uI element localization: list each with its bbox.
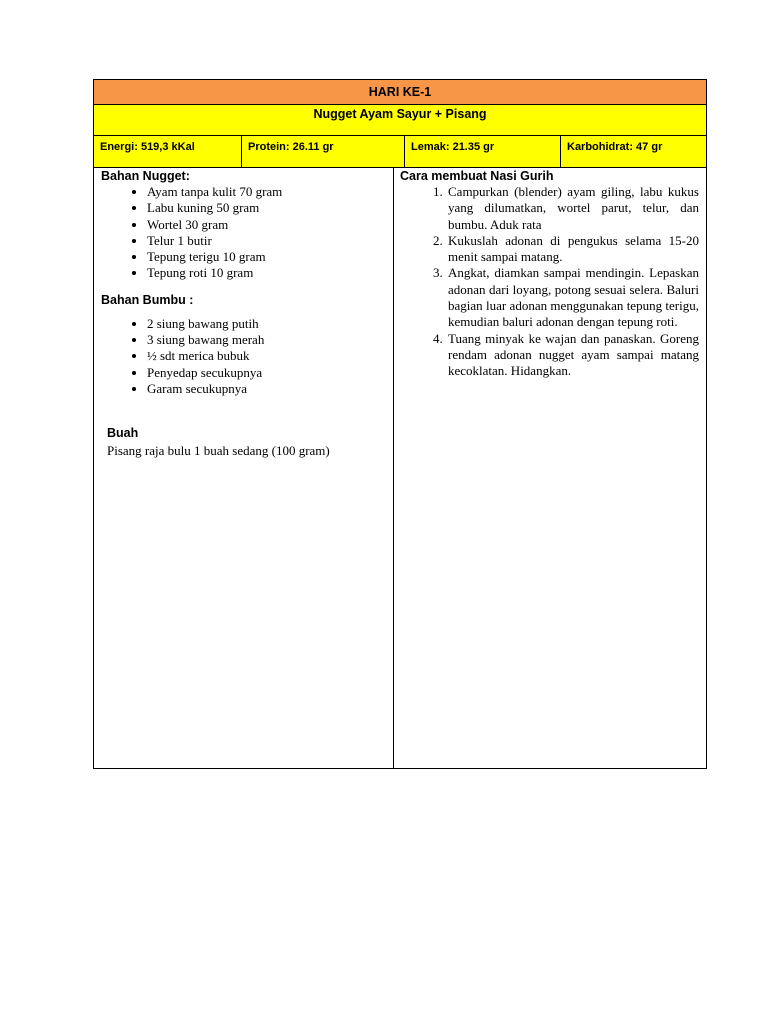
protein-cell: Protein: 26.11 gr [242, 136, 405, 167]
method-column [394, 168, 706, 768]
list-item: • Penyedap secukupnya [147, 365, 393, 381]
list-item: • Wortel 30 gram [147, 217, 393, 233]
energy-cell: Energi: 519,3 kKal [94, 136, 242, 167]
carbohydrate-cell: Karbohidrat: 47 gr [567, 141, 663, 153]
list-item: • Telur 1 butir [147, 233, 393, 249]
day-title: HARI KE-1 [94, 80, 706, 105]
method-steps-list [400, 184, 699, 380]
list-item: • Labu kuning 50 gram [147, 200, 393, 216]
spice-ingredients-list [101, 316, 393, 397]
recipe-table [93, 79, 707, 769]
fruit-text: Pisang raja bulu 1 buah sedang (100 gram) [107, 443, 330, 459]
list-item: • Tepung roti 10 gram [147, 265, 393, 281]
list-item: 1. Campurkan (blender) ayam giling, labu kukus yang dilumatkan, wortel parut, telur, dan bumbu. Aduk rata [446, 184, 699, 233]
list-item: • 2 siung bawang putih [147, 316, 393, 332]
ingredients-column [94, 168, 394, 768]
recipe-title: Nugget Ayam Sayur + Pisang [94, 105, 706, 136]
method-heading: Cara membuat Nasi Gurih [400, 169, 554, 183]
list-item: • ½ sdt merica bubuk [147, 348, 393, 364]
nutrition-row [94, 136, 706, 168]
list-item: • Tepung terigu 10 gram [147, 249, 393, 265]
list-item: 2. Kukuslah adonan di pengukus selama 15-20 menit sampai matang. [446, 233, 699, 266]
list-item: • Ayam tanpa kulit 70 gram [147, 184, 393, 200]
list-item: 3. Angkat, diamkan sampai mendingin. Lepaskan adonan dari loyang, potong sesuai selera. Baluri bagian luar adonan menggunakan tepung terigu, kemudian baluri adonan dengan tepung roti. [446, 265, 699, 330]
list-item: 4. Tuang minyak ke wajan dan panaskan. Goreng rendam adonan nugget ayam sampai matang kecoklatan. Hidangkan. [446, 331, 699, 380]
spice-ingredients-heading: Bahan Bumbu : [101, 292, 194, 307]
list-item: • Garam secukupnya [147, 381, 393, 397]
nugget-ingredients-heading: Bahan Nugget: [101, 169, 190, 183]
fruit-heading: Buah [107, 426, 139, 441]
fat-cell: Lemak: 21.35 gr [405, 136, 561, 167]
list-item: • 3 siung bawang merah [147, 332, 393, 348]
nugget-ingredients-list [101, 184, 393, 282]
content-row [94, 168, 706, 768]
